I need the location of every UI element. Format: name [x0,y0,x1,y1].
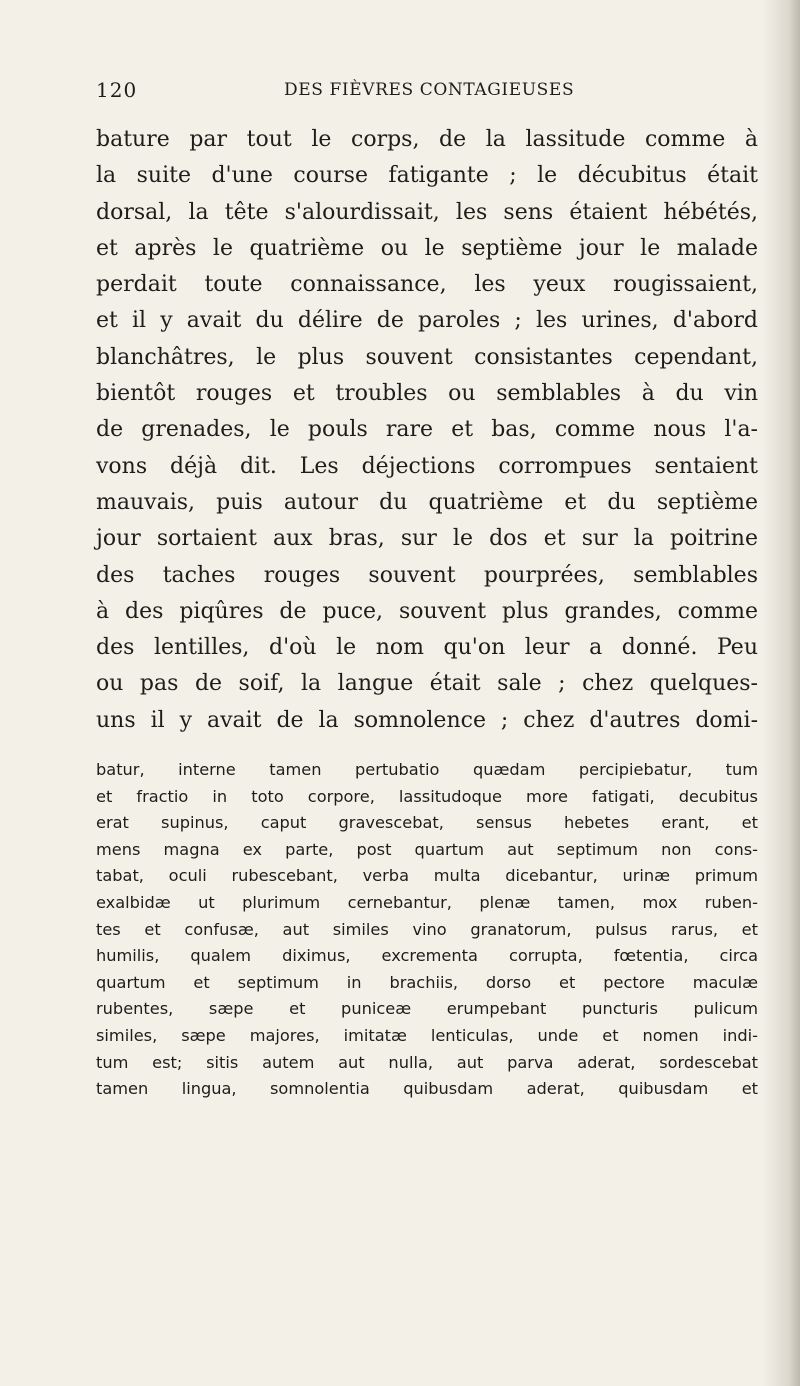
footnote-line: tes et confusæ, aut similes vino granatorum, pulsus rarus, et [96,919,758,939]
footnote-line: mens magna ex parte, post quartum aut septimum non cons- [96,839,758,859]
main-text-line: vons déjà dit. Les déjections corrompues sentaient [96,453,758,479]
main-text-line: la suite d'une course fatigante ; le décubitus était [96,163,758,189]
main-text-line: perdait toute connaissance, les yeux rougissaient, [96,272,758,298]
main-text-line: bientôt rouges et troubles ou semblables à du vin [96,381,758,407]
main-text-line: dorsal, la tête s'alourdissait, les sens étaient hébétés, [96,199,758,225]
footnote-line: quartum et septimum in brachiis, dorso et pectore maculæ [96,972,758,992]
page-header [96,78,756,108]
footnote-line: similes, sæpe majores, imitatæ lenticulas, unde et nomen indi- [96,1025,758,1045]
main-text-line: des taches rouges souvent pourprées, semblables [96,562,758,588]
main-text-line: blanchâtres, le plus souvent consistantes cependant, [96,344,758,370]
main-text-line: de grenades, le pouls rare et bas, comme nous l'a- [96,417,758,443]
page-edge-shadow [762,0,800,1386]
footnote-line: rubentes, sæpe et puniceæ erumpebant puncturis pulicum [96,999,758,1019]
footnote-line: batur, interne tamen pertubatio quædam percipiebatur, tum [96,760,758,779]
footnote-line: erat supinus, caput gravescebat, sensus hebetes erant, et [96,813,758,833]
footnote-line: et fractio in toto corpore, lassitudoque more fatigati, decubitus [96,786,758,806]
footnote-line: tabat, oculi rubescebant, verba multa dicebantur, urinæ primum [96,866,758,886]
main-text-block [96,122,758,739]
page-number: 120 [96,78,138,102]
main-text-line: bature par tout le corps, de la lassitude comme à [96,127,758,152]
main-text-line: mauvais, puis autour du quatrième et du septième [96,489,758,515]
main-text-line: et il y avait du délire de paroles ; les urines, d'abord [96,308,758,334]
footnote-line: tamen lingua, somnolentia quibusdam aderat, quibusdam et [96,1079,758,1099]
running-title: DES FIÈVRES CONTAGIEUSES [284,80,575,100]
main-text-line: à des piqûres de puce, souvent plus grandes, comme [96,598,758,624]
latin-footnote-block [96,757,758,1103]
footnote-line: tum est; sitis autem aut nulla, aut parva aderat, sordescebat [96,1052,758,1072]
main-text-line: jour sortaient aux bras, sur le dos et sur la poitrine [96,526,758,552]
main-text-line: des lentilles, d'où le nom qu'on leur a donné. Peu [96,635,758,661]
main-text-line: ou pas de soif, la langue était sale ; chez quelques- [96,671,758,697]
footnote-line: exalbidæ ut plurimum cernebantur, plenæ tamen, mox ruben- [96,892,758,912]
footnote-line: humilis, qualem diximus, excrementa corrupta, fœtentia, circa [96,946,758,966]
main-text-line: uns il y avait de la somnolence ; chez d'autres domi- [96,707,758,733]
main-text-line: et après le quatrième ou le septième jour le malade [96,235,758,261]
